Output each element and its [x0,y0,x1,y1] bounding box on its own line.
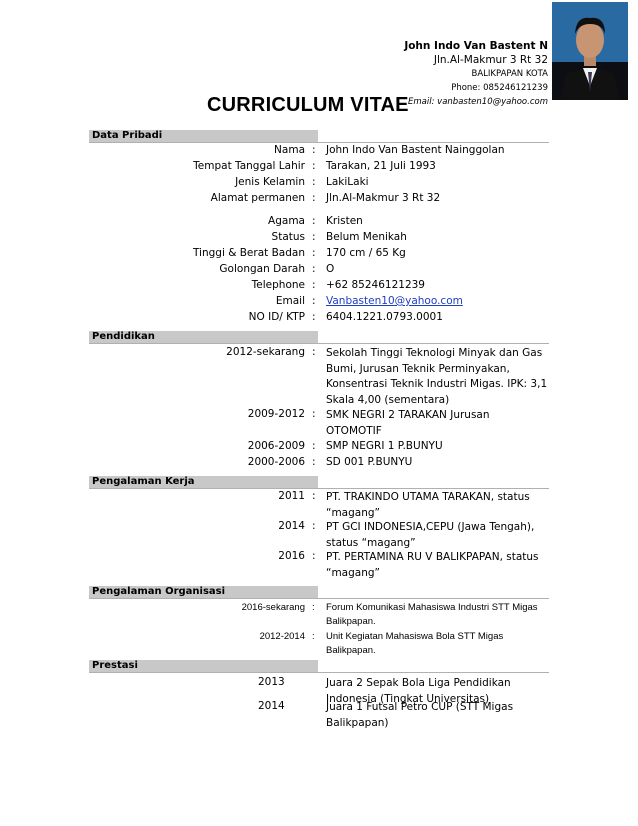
row-value: Tarakan, 21 Juli 1993 [326,160,436,172]
row-label: Telephone [251,279,305,291]
row-value: PT. PERTAMINA RU V BALIKPAPAN, status “magang” [326,551,539,579]
row-colon: : [312,144,316,156]
section-header-pribadi: Data Pribadi [92,130,163,141]
row-colon: : [312,263,316,275]
section-line-pribadi [89,142,549,143]
row-colon: : [312,295,316,307]
row-colon: : [312,440,316,452]
row-label: Nama [274,144,305,156]
row-value: Juara 1 Futsal Petro CUP (STT Migas Balikpapan) [326,701,514,729]
row-label: 2016 [278,550,305,562]
row-label: 2012-2014 [259,631,305,642]
row-label: 2012-sekarang [226,346,305,358]
row-label: 2013 [258,676,285,688]
row-label: 2009-2012 [247,408,305,420]
row-colon: : [312,160,316,172]
row-colon: : [312,490,316,502]
row-label: Email [275,295,305,307]
contact-block [404,39,548,109]
row-label: 2000-2006 [247,456,305,468]
row-label: Jenis Kelamin [235,176,305,188]
row-value: LakiLaki [326,176,369,188]
row-label: Status [271,231,305,243]
section-line-pendidikan [89,343,549,344]
row-label: Alamat permanen [210,192,305,204]
row-colon: : [312,408,316,420]
row-value: Sekolah Tinggi Teknologi Minyak dan Gas Bumi, Jurusan Teknik Perminyakan, Konsentrasi Teknik Industri Migas. IPK: 3,1 Skala 4,00 (sementara) [326,347,548,406]
row-label: Tempat Tanggal Lahir [193,160,305,172]
page-title: CURRICULUM VITAE [207,94,409,116]
row-label: 2016-sekarang [241,602,305,613]
contact-address: Jln.Al-Makmur 3 Rt 32 [433,54,548,66]
row-colon: : [312,311,316,323]
contact-email: Email: vanbasten10@yahoo.com [408,97,548,107]
row-label: 2014 [258,700,285,712]
row-colon: : [312,215,316,227]
row-colon: : [312,247,316,259]
row-colon: : [312,231,316,243]
row-colon: : [312,602,315,613]
section-header-pendidikan: Pendidikan [92,331,155,342]
row-label: Tinggi & Berat Badan [192,247,305,259]
section-header-organisasi: Pengalaman Organisasi [92,586,226,597]
section-line-prestasi [89,672,549,673]
row-value: Belum Menikah [326,231,407,243]
contact-phone: Phone: 085246121239 [451,83,548,93]
row-value: 170 cm / 65 Kg [326,247,406,259]
row-value: SMK NEGRI 2 TARAKAN Jurusan OTOMOTIF [326,409,490,437]
email-link[interactable]: Vanbasten10@yahoo.com [326,295,463,307]
row-label: 2006-2009 [247,440,305,452]
row-value: +62 85246121239 [326,279,425,291]
row-colon: : [312,550,316,562]
contact-city: BALIKPAPAN KOTA [471,69,548,79]
section-line-kerja [89,488,549,489]
row-value: Unit Kegiatan Mahasiswa Bola STT Migas Balikpapan. [326,631,504,656]
row-value: Kristen [326,215,363,227]
row-value: O [326,263,335,275]
profile-photo [552,2,628,100]
row-value: 6404.1221.0793.0001 [326,311,443,323]
row-value: PT GCI INDONESIA,CEPU (Jawa Tengah), status “magang” [326,521,535,549]
row-value: Forum Komunikasi Mahasiswa Industri STT Migas Balikpapan. [326,602,538,627]
contact-name: John Indo Van Bastent N [404,40,548,52]
row-value: SD 001 P.BUNYU [326,456,413,468]
row-value: Jln.Al-Makmur 3 Rt 32 [326,192,441,204]
row-colon: : [312,192,316,204]
section-line-organisasi [89,598,549,599]
row-colon: : [312,456,316,468]
row-label: Golongan Darah [219,263,305,275]
row-colon: : [312,346,316,358]
section-header-kerja: Pengalaman Kerja [92,476,195,487]
row-label: 2014 [278,520,305,532]
row-colon: : [312,176,316,188]
row-value: Juara 2 Sepak Bola Liga Pendidikan Indonesia (Tingkat Universitas) [326,677,511,705]
row-value: John Indo Van Bastent Nainggolan [326,144,505,156]
row-colon: : [312,631,315,642]
row-value: SMP NEGRI 1 P.BUNYU [326,440,443,452]
row-label: Agama [268,215,305,227]
section-header-prestasi: Prestasi [92,660,138,671]
row-colon: : [312,279,316,291]
row-value: PT. TRAKINDO UTAMA TARAKAN, status “magang” [326,491,530,519]
row-label: NO ID/ KTP [248,311,305,323]
row-colon: : [312,520,316,532]
row-label: 2011 [278,490,305,502]
